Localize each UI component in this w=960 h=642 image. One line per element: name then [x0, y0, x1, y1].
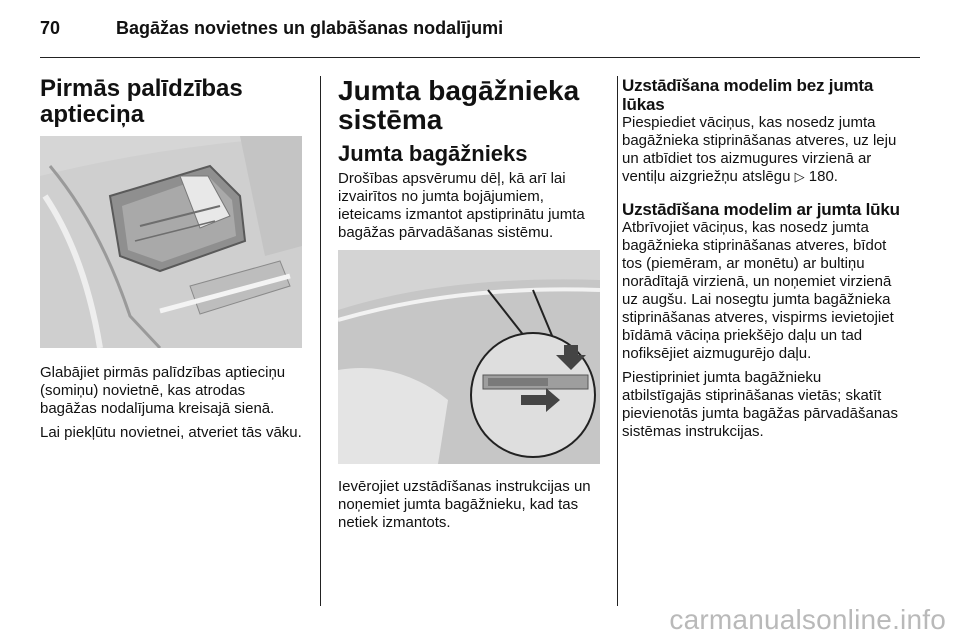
- roof-rack-illustration: [338, 250, 600, 464]
- install-with-sunroof-paragraph-2: Piestipriniet jumta bagāžnieku atbilstīgajās stiprināšanas vietās; skatīt pievienotās jumta bagāžas pārvadāšanas sistēmas instrukcijas.: [622, 369, 899, 440]
- first-aid-heading: Pirmās palīdzības aptieciņa: [40, 75, 243, 128]
- column-divider-2: [617, 76, 618, 606]
- roof-rack-paragraph-1: Drošības apsvērumu dēļ, kā arī lai izvairītos no jumta bojājumiem, ieteicams izmantot apstiprinātu jumta bagāžas pārvadāšanas sistēmu.: [338, 170, 585, 241]
- install-with-sunroof-paragraph-1: Atbrīvojiet vāciņus, kas nosedz jumta bagāžnieka stiprināšanas atveres, bīdot tos (piemēram, ar monētu) ar bultiņu norādītajā virzienā, un noņemiet virzienā uz augšu. Lai nosegtu jumta bagāžnieka stiprināšanas atveres, vispirms ievietojiet bīdāmā vāciņa priekšējo daļu un tad nofiksējiet aizmugurējo daļu.: [622, 219, 894, 362]
- roof-rack-system-heading: Jumta bagāžnieka sistēma: [338, 75, 580, 135]
- install-no-sunroof-text: [622, 114, 904, 186]
- install-with-sunroof-heading: Uzstādīšana modelim ar jumta lūku: [622, 200, 900, 219]
- column-installation: [622, 76, 904, 447]
- page-reference-link[interactable]: 180.: [808, 168, 838, 185]
- header-divider: [40, 57, 920, 58]
- column-first-aid: [40, 76, 302, 448]
- page-header: [40, 12, 920, 48]
- first-aid-paragraph-1: Glabājiet pirmās palīdzības aptieciņu (somiņu) novietnē, kas atrodas bagāžas nodalījuma kreisajā sienā.: [40, 364, 286, 417]
- column-divider-1: [320, 76, 321, 606]
- first-aid-kit-illustration: [40, 136, 302, 348]
- install-no-sunroof-heading: Uzstādīšana modelim bez jumta lūkas: [622, 76, 874, 114]
- roof-rack-paragraph-2: Ievērojiet uzstādīšanas instrukcijas un noņemiet jumta bagāžnieku, kad tas netiek izmantots.: [338, 478, 591, 531]
- watermark: carmanualsonline.info: [669, 604, 946, 635]
- install-no-sunroof-body: Piespiediet vāciņus, kas nosedz jumta bagāžnieka stiprināšanas atveres, uz leju un atbīdiet tos aizmugures virzienā ar ventiļu aizgriežņu atslēgu: [622, 114, 897, 185]
- page-title: Bagāžas novietnes un glabāšanas nodalījumi: [116, 18, 504, 38]
- column-roof-rack: [338, 76, 600, 538]
- first-aid-paragraph-2: Lai piekļūtu novietnei, atveriet tās vāku.: [40, 424, 302, 441]
- page-reference-icon: ▷: [794, 169, 805, 184]
- page-number: 70: [40, 18, 61, 38]
- roof-rack-subheading: Jumta bagāžnieks: [338, 141, 528, 166]
